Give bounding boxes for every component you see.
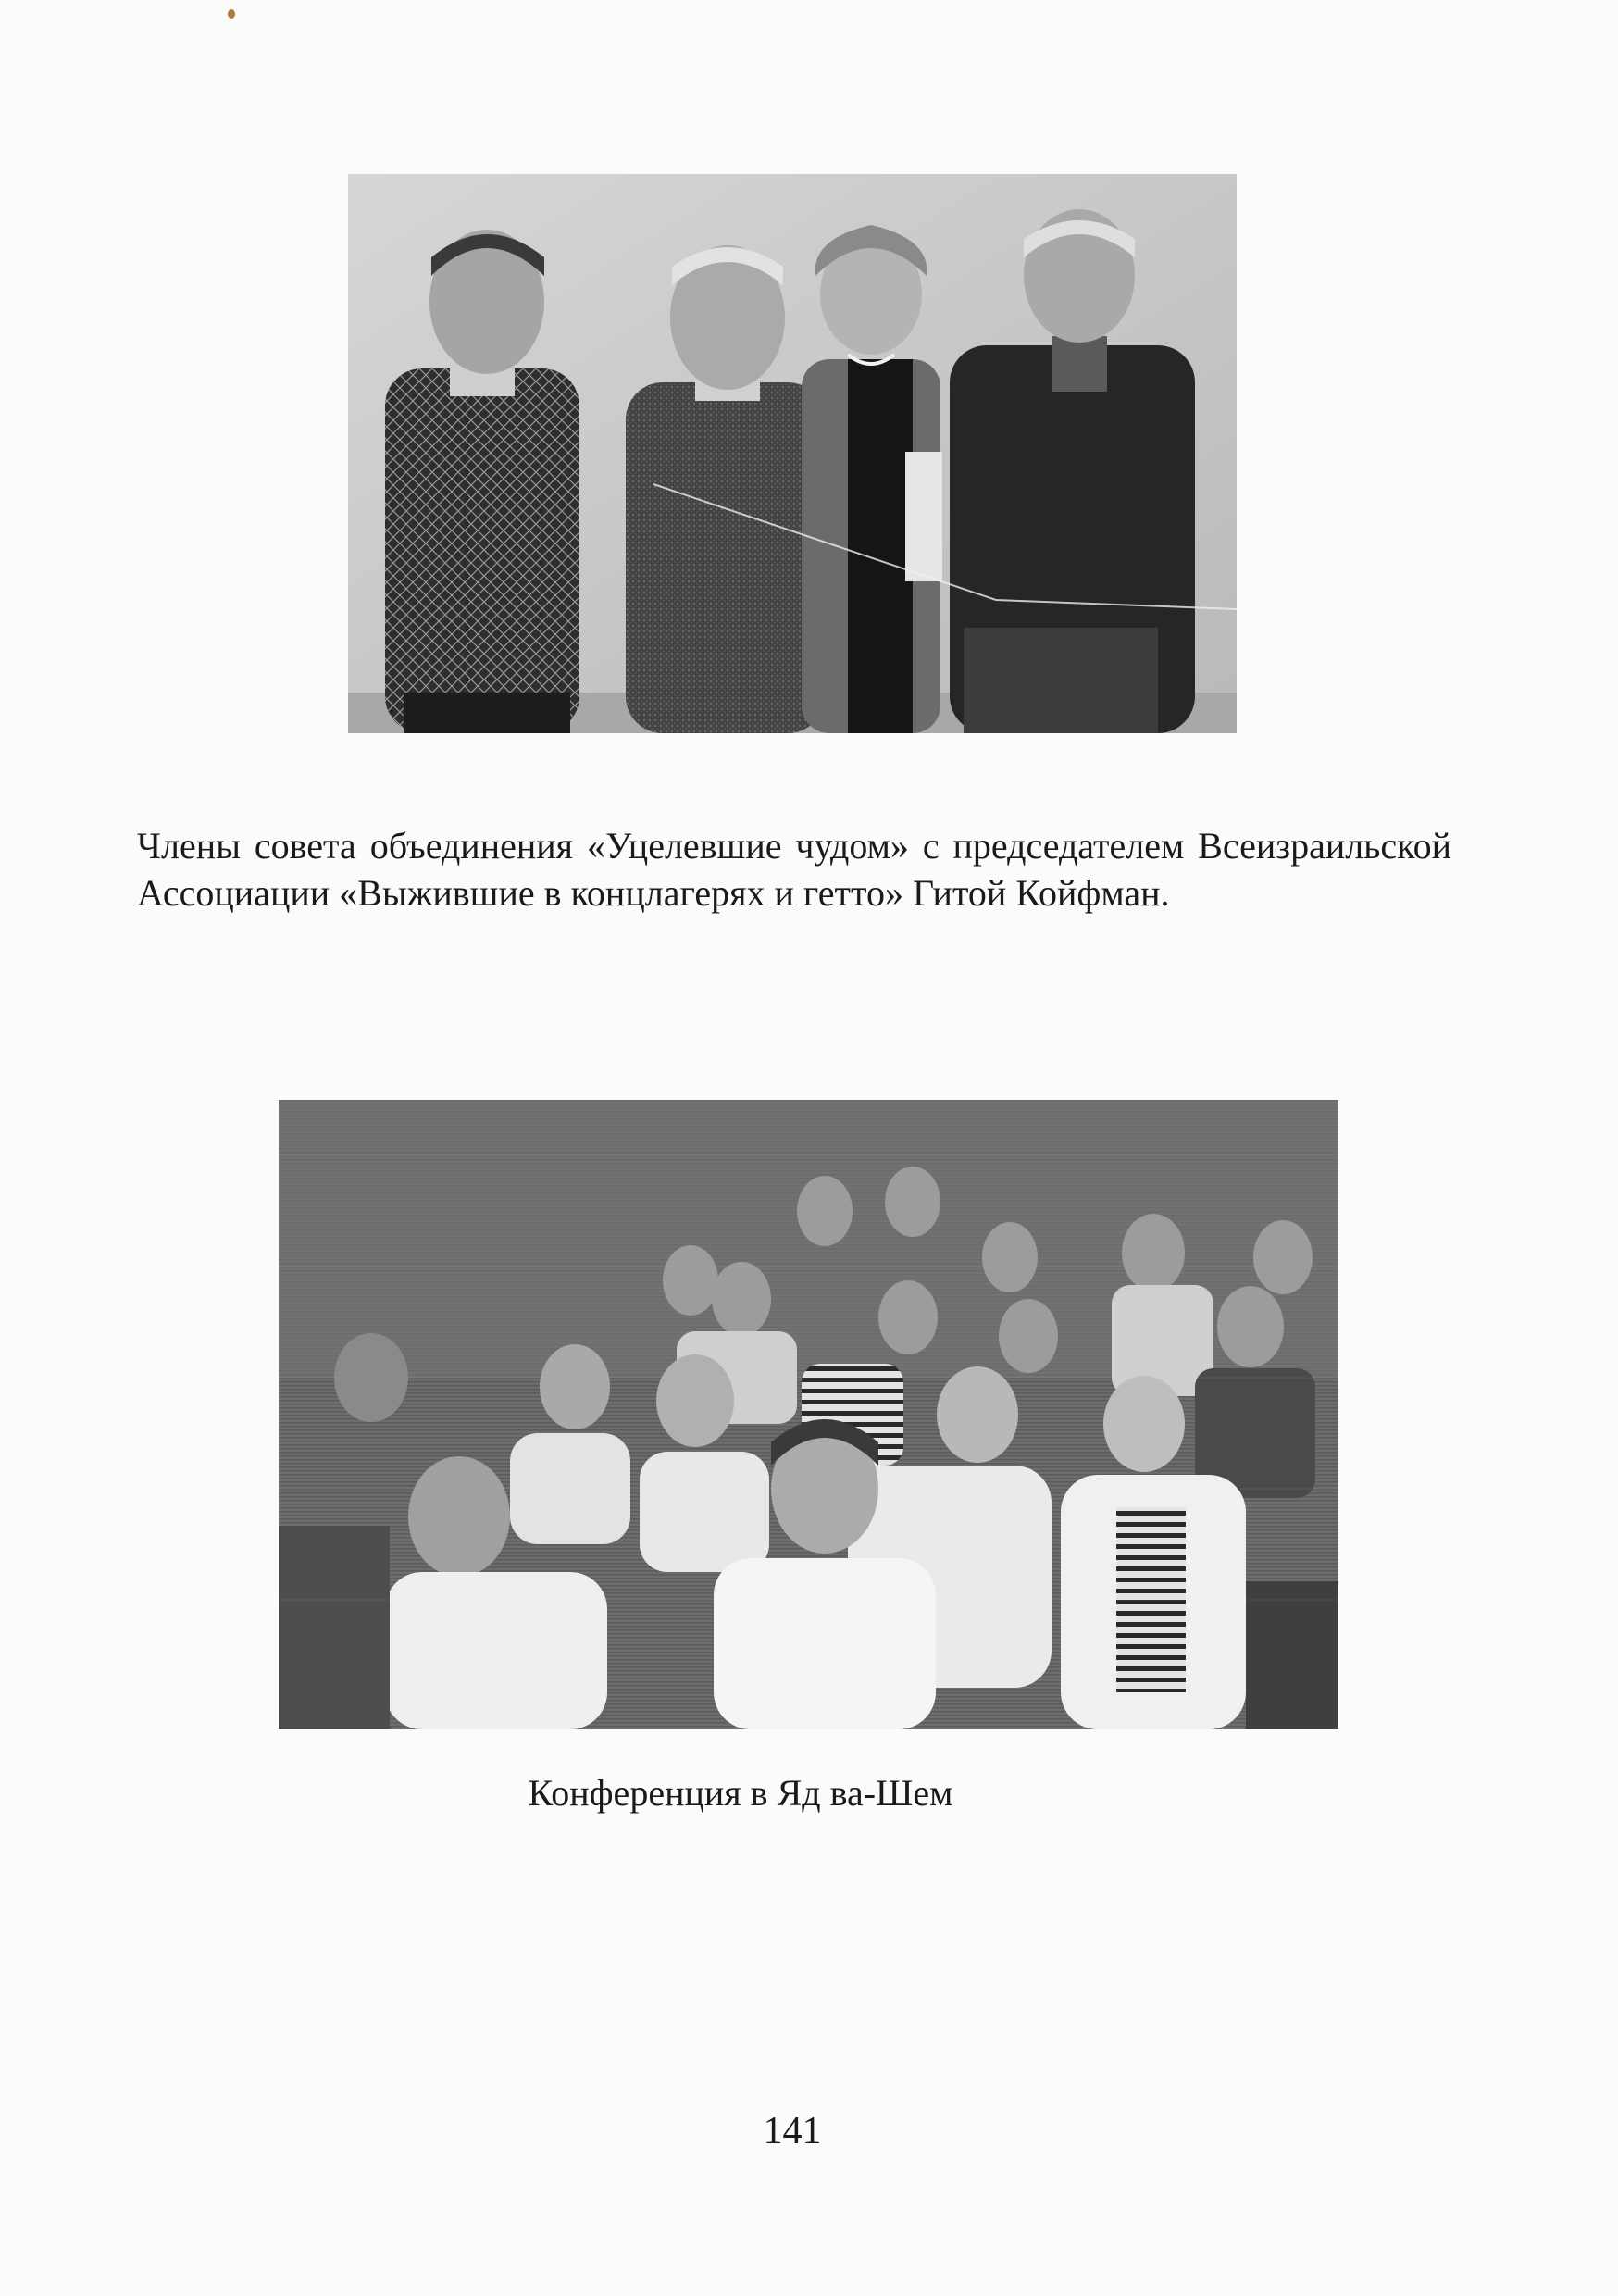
conference-photo bbox=[279, 1100, 1338, 1729]
conference-photo-image bbox=[279, 1100, 1338, 1729]
page-number: 141 bbox=[763, 2110, 822, 2152]
paper-speck bbox=[228, 9, 235, 19]
group-photo-image bbox=[348, 174, 1237, 733]
group-photo bbox=[348, 174, 1237, 733]
photo-caption-bottom: Конференция в Яд ва-Шем bbox=[528, 1772, 953, 1814]
photo-caption-top: Члены совета объединения «Уцелевшие чудом» с председателем Всеизраильской Ассоциации «Выжившие в концлагерях и гетто» Гитой Койфман. bbox=[137, 825, 1451, 914]
